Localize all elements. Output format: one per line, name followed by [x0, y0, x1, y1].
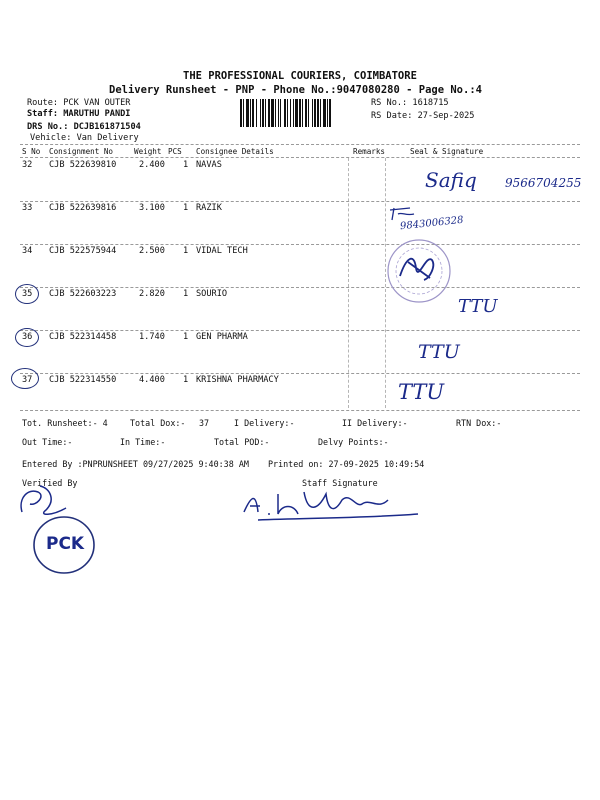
printed-on: Printed on: 27-09-2025 10:49:54 — [268, 459, 425, 469]
row-weight: 2.400 — [139, 160, 165, 170]
col-sno: S No — [22, 147, 41, 156]
header-top-rule — [20, 144, 580, 145]
col-weight: Weight — [134, 147, 162, 156]
verified-signature — [16, 482, 72, 518]
row-sno: 34 — [22, 246, 33, 256]
col-pcs: PCS — [168, 147, 182, 156]
signature-row-37: TTU — [398, 380, 445, 404]
total-pod: Total POD:- — [214, 437, 270, 447]
row-pcs: 1 — [183, 160, 189, 170]
table-bottom-rule — [20, 410, 580, 411]
sno-circle-mark — [11, 368, 39, 389]
row-pcs: 1 — [183, 289, 189, 299]
row-consignment: CJB 522639810 — [49, 160, 117, 170]
row-consignee: RAZIK — [196, 203, 222, 213]
row-pcs: 1 — [183, 332, 189, 342]
row-rule — [20, 244, 580, 245]
row-consignment: CJB 522639816 — [49, 203, 117, 213]
row-sno: 32 — [22, 160, 33, 170]
rtn-dox: RTN Dox:- — [456, 418, 502, 428]
in-time: In Time:- — [120, 437, 166, 447]
row-consignee: GEN PHARMA — [196, 332, 248, 342]
total-runsheet: Tot. Runsheet:- 4 — [22, 418, 108, 428]
row-rule — [20, 201, 580, 202]
col-consignment: Consignment No — [49, 147, 114, 156]
row-consignee: VIDAL TECH — [196, 246, 248, 256]
signature-row-32-name: Safiq — [425, 168, 477, 192]
row-weight: 1.740 — [139, 332, 165, 342]
col-consignee: Consignee Details — [196, 147, 274, 156]
sno-circle-mark — [15, 328, 39, 347]
i-delivery: I Delivery:- — [234, 418, 295, 428]
row-consignment: CJB 522314550 — [49, 375, 117, 385]
signature-row-35: TTU — [458, 296, 498, 317]
rs-number: RS No.: 1618715 — [371, 98, 449, 108]
signature-row-32-phone: 9566704255 — [505, 176, 582, 190]
barcode — [240, 99, 368, 127]
delvy-points: Delvy Points:- — [318, 437, 389, 447]
row-consignee: KRISHNA PHARMACY — [196, 375, 279, 385]
company-seal-stamp — [386, 238, 452, 304]
signature-row-33-mark — [388, 206, 418, 222]
staff-signature-mark — [238, 484, 428, 534]
out-time: Out Time:- — [22, 437, 73, 447]
row-weight: 2.820 — [139, 289, 165, 299]
drs-label: DRS No.: DCJB161871504 — [27, 122, 141, 132]
row-sno: 36 — [22, 332, 33, 342]
row-pcs: 1 — [183, 246, 189, 256]
signature-row-36: TTU — [418, 341, 460, 363]
row-sno: 37 — [22, 375, 33, 385]
verified-by-label: Verified By — [22, 478, 78, 488]
row-rule — [20, 330, 580, 331]
row-sno: 33 — [22, 203, 33, 213]
pck-stamp-text: PCK — [46, 534, 85, 554]
entered-by: Entered By :PNPRUNSHEET 09/27/2025 9:40:38 AM — [22, 459, 249, 469]
signature-row-33-phone: 9843006328 — [399, 214, 465, 233]
staff-label: Staff: MARUTHU PANDI — [27, 109, 131, 119]
row-consignment: CJB 522314458 — [49, 332, 117, 342]
staff-signature-label: Staff Signature — [302, 478, 378, 488]
row-rule — [20, 287, 580, 288]
company-title: THE PROFESSIONAL COURIERS, COIMBATORE — [183, 70, 417, 82]
total-dox-value: 37 — [199, 418, 210, 428]
row-pcs: 1 — [183, 375, 189, 385]
row-consignee: NAVAS — [196, 160, 222, 170]
route-label: Route: PCK VAN OUTER — [27, 98, 131, 108]
row-pcs: 1 — [183, 203, 189, 213]
header-bottom-rule — [20, 157, 580, 158]
col-seal: Seal & Signature — [410, 147, 484, 156]
sno-circle-mark — [15, 284, 39, 304]
ii-delivery: II Delivery:- — [342, 418, 408, 428]
row-rule — [20, 373, 580, 374]
vehicle-label: Vehicle: Van Delivery — [30, 133, 139, 143]
runsheet-title: Delivery Runsheet - PNP - Phone No.:9047080280 - Page No.:4 — [109, 84, 482, 96]
row-weight: 3.100 — [139, 203, 165, 213]
col-remarks: Remarks — [353, 147, 386, 156]
row-weight: 4.400 — [139, 375, 165, 385]
row-sno: 35 — [22, 289, 33, 299]
rs-date: RS Date: 27-Sep-2025 — [371, 111, 475, 121]
total-dox-label: Total Dox:- — [130, 418, 186, 428]
remarks-separator — [348, 158, 349, 408]
row-weight: 2.500 — [139, 246, 165, 256]
row-consignee: SOURIO — [196, 289, 228, 299]
row-consignment: CJB 522603223 — [49, 289, 117, 299]
row-consignment: CJB 522575944 — [49, 246, 117, 256]
